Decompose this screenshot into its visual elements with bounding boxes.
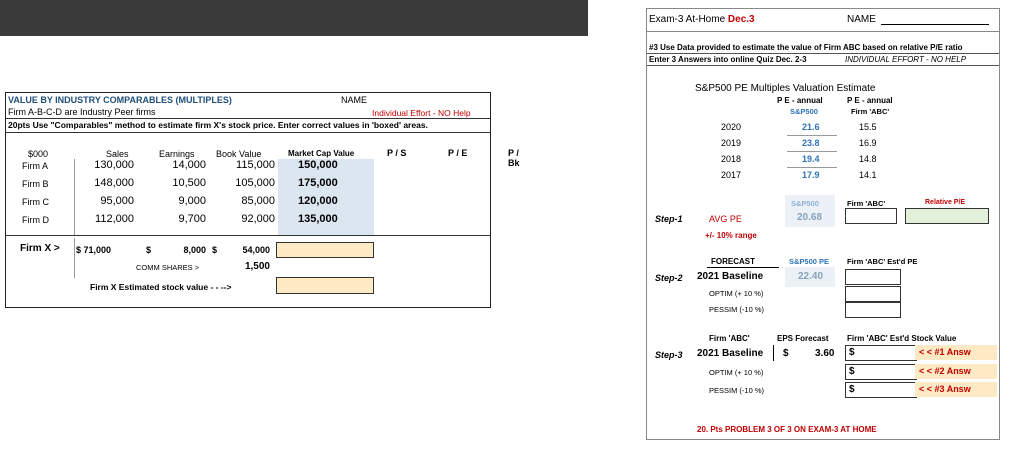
row-firm: Firm B (22, 179, 49, 189)
abc-estd-pe-label: Firm 'ABC' Est'd PE (847, 257, 918, 266)
question-line: #3 Use Data provided to estimate the value of Firm ABC based on relative P/E ratio (649, 43, 963, 52)
abc-pe: 16.9 (859, 138, 877, 148)
firmx-earnings: 8,000 (183, 245, 206, 255)
avg-highlight (785, 195, 835, 227)
row-earnings: 9,000 (178, 195, 206, 207)
optim2-label: OPTIM (+ 10 %) (709, 368, 764, 377)
relative-pe-input[interactable] (905, 208, 989, 224)
step1-label: Step-1 (655, 214, 683, 224)
relative-pe-label: Relative P/E (925, 199, 966, 206)
est-price-label: Firm X Estimated stock value - - --> (90, 282, 232, 292)
optim-label: OPTIM (+ 10 %) (709, 289, 764, 298)
abc-pe-optim-input[interactable] (845, 286, 901, 302)
header-book: Book Value (216, 149, 262, 159)
quiz-line: Enter 3 Answers into online Quiz Dec. 2-3 (649, 55, 807, 64)
ans3-dollar: $ (849, 384, 855, 395)
effort-note: Individual Effort - NO Help (372, 108, 471, 118)
baseline2-label: 2021 Baseline (697, 348, 764, 359)
row-sales: 95,000 (100, 195, 134, 207)
answer1-input[interactable] (845, 345, 917, 361)
sp-pe: 19.4 (802, 154, 820, 164)
col-pe1: P E - annual (777, 96, 823, 105)
header-pe: P / E (448, 148, 468, 158)
comparables-sheet (5, 92, 520, 308)
abc-est-stock-label: Firm 'ABC' Est'd Stock Value (847, 334, 957, 343)
row-earnings: 10,500 (172, 177, 206, 189)
row-mcap: 135,000 (298, 213, 338, 225)
answer3-input[interactable] (845, 382, 917, 398)
exam-title: Exam-3 At-Home (649, 14, 726, 25)
answer3-label: < < #3 Answ (919, 384, 971, 394)
range-label: +/- 10% range (705, 231, 757, 240)
col-pe2: P E - annual (847, 96, 893, 105)
pessim-label: PESSIM (-10 %) (709, 305, 765, 314)
row-earnings: 14,000 (172, 159, 206, 171)
firmx-dollar2: $ (212, 245, 218, 255)
firm-abc-label: Firm 'ABC' (847, 199, 886, 208)
row-book: 92,000 (241, 213, 275, 225)
col-abc: Firm 'ABC' (851, 107, 890, 116)
peer-line: Firm A-B-C-D are Industry Peer firms (8, 107, 156, 117)
row-firm: Firm C (22, 197, 49, 207)
answer2-label: < < #2 Answ (919, 366, 971, 376)
firmx-mcap-input[interactable] (276, 242, 374, 258)
header-mcap: Market Cap Value (288, 149, 355, 158)
baseline-label: 2021 Baseline (697, 271, 764, 282)
row-firm: Firm D (22, 215, 49, 225)
firmx-sales: $ 71,000 (76, 245, 112, 255)
row-sales: 112,000 (95, 213, 134, 225)
exam-sheet (646, 8, 1000, 440)
header-earnings: Earnings (159, 149, 195, 159)
row-sales: 148,000 (94, 177, 134, 189)
eps-value: 3.60 (815, 348, 835, 359)
sp-pe: 23.8 (802, 138, 820, 148)
abc-pe: 14.1 (859, 170, 877, 180)
year: 2020 (721, 122, 742, 132)
comm-shares-value: 1,500 (244, 261, 270, 272)
sp500-pe-label: S&P500 PE (789, 257, 830, 266)
answer1-label: < < #1 Answ (919, 347, 971, 357)
year: 2019 (721, 138, 742, 148)
row-earnings: 9,700 (178, 213, 206, 225)
sheet-title: VALUE BY INDUSTRY COMPARABLES (MULTIPLES) (8, 95, 232, 105)
header-ps: P / S (387, 148, 407, 158)
exam-name-label: NAME (847, 14, 876, 25)
abc-pe: 14.8 (859, 154, 877, 164)
row-mcap: 120,000 (298, 195, 338, 207)
row-sales: 130,000 (94, 159, 134, 171)
abc-pe-baseline-input[interactable] (845, 269, 901, 285)
eps-dollar: $ (783, 348, 789, 359)
ans1-dollar: $ (849, 347, 855, 358)
row-firm: Firm A (22, 161, 48, 171)
row-mcap: 175,000 (298, 177, 338, 189)
row-book: 105,000 (235, 177, 275, 189)
baseline-highlight (785, 267, 835, 287)
exam-effort: INDIVIDUAL EFFORT - NO HELP (845, 55, 967, 64)
avg-pe-label: AVG PE (709, 214, 742, 224)
header-sales: Sales (106, 149, 129, 159)
pessim2-label: PESSIM (-10 %) (709, 386, 765, 395)
firmx-label: Firm X > (20, 243, 60, 254)
ans2-dollar: $ (849, 366, 855, 377)
sp-pe: 21.6 (802, 122, 820, 132)
row-book: 115,000 (236, 159, 275, 171)
section-title: S&P500 PE Multiples Valuation Estimate (695, 83, 876, 94)
sp-pe: 17.9 (802, 170, 820, 180)
instructions: 20pts Use "Comparables" method to estimate firm X's stock price. Enter correct values in 'boxed' areas. (8, 120, 428, 130)
step3-label: Step-3 (655, 350, 683, 360)
year: 2018 (721, 154, 742, 164)
row-mcap: 150,000 (298, 159, 338, 171)
step3-firm-abc: Firm 'ABC' (709, 334, 750, 343)
top-dark-bar (0, 0, 588, 36)
step2-label: Step-2 (655, 273, 683, 283)
est-price-input[interactable] (276, 277, 374, 294)
firmx-book: 54,000 (242, 245, 270, 255)
abc-pe-pessim-input[interactable] (845, 302, 901, 318)
abc-avg-pe-input[interactable] (845, 208, 897, 224)
header-pbk: P / Bk (508, 148, 520, 168)
name-label: NAME (341, 95, 368, 105)
row-book: 85,000 (241, 195, 275, 207)
col-sp: S&P500 (790, 107, 818, 116)
footer: 20. Pts PROBLEM 3 OF 3 ON EXAM-3 AT HOME (697, 425, 877, 434)
abc-pe: 15.5 (859, 122, 877, 132)
forecast-label: FORECAST (711, 257, 755, 266)
exam-date: Dec.3 (727, 14, 755, 25)
eps-forecast-label: EPS Forecast (777, 334, 829, 343)
answer2-input[interactable] (845, 364, 917, 380)
firmx-dollar1: $ (146, 245, 152, 255)
year: 2017 (721, 170, 742, 180)
header-unit: $000 (28, 149, 49, 159)
comm-shares-label: COMM SHARES > (136, 263, 200, 272)
